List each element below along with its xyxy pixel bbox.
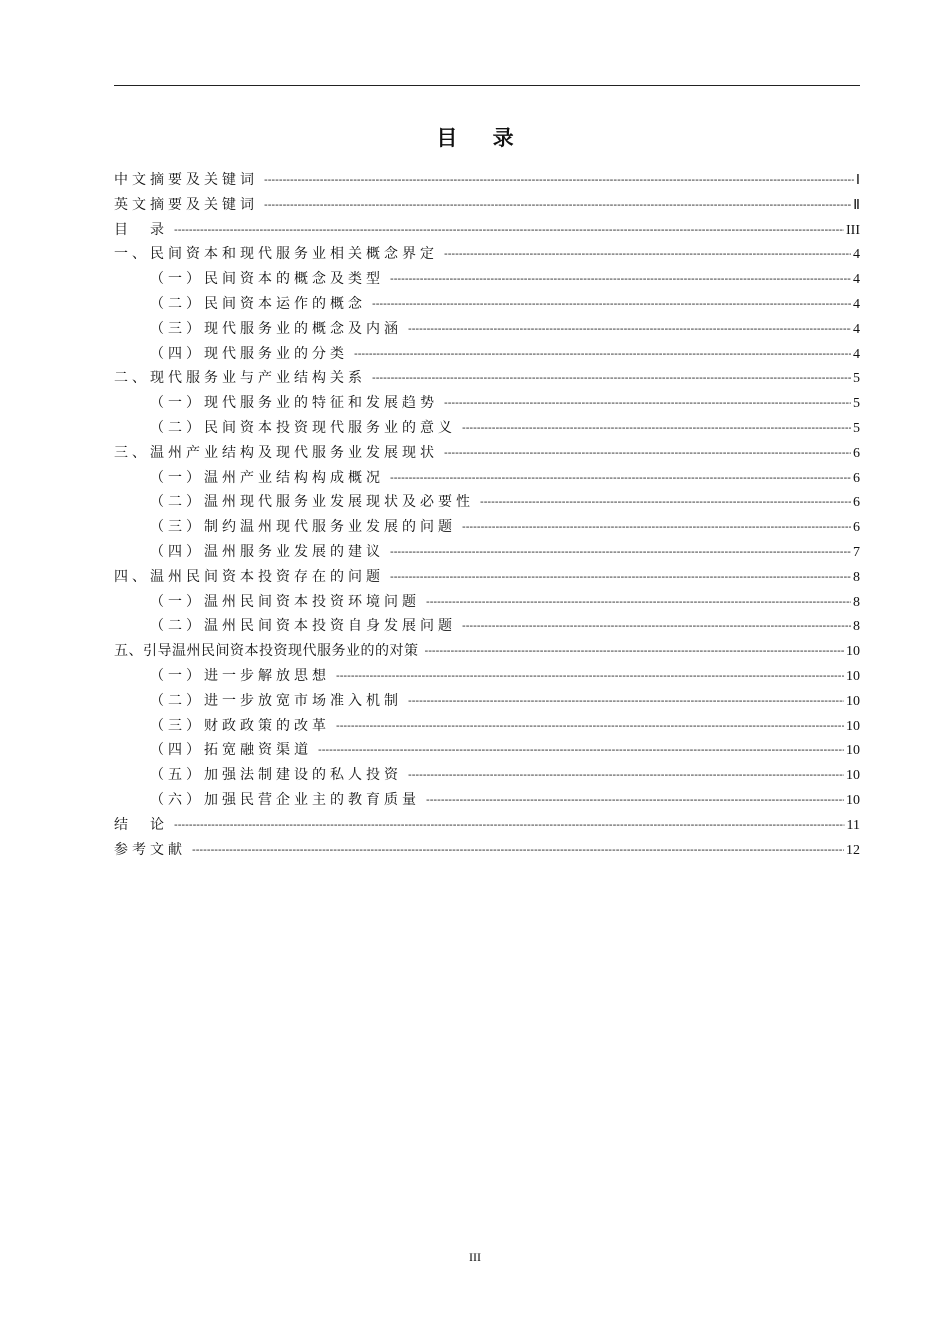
page-title: 目 录 [436,126,528,150]
toc-entry[interactable] [114,813,860,838]
toc-entry[interactable] [114,490,860,515]
toc-entry[interactable] [114,689,860,714]
toc-entry-page: 8 [853,619,860,635]
toc-entry[interactable] [114,614,860,639]
toc-entry-title: （二）民间资本投资现代服务业的意义 [150,419,456,436]
toc-dot-leader [174,813,845,838]
toc-dot-leader [264,168,854,193]
toc-entry-page: 4 [853,247,860,263]
toc-entry-page: 8 [853,569,860,585]
toc-entry-title: 英文摘要及关键词 [114,196,258,213]
toc-dot-leader [426,788,844,813]
toc-entry-title: 五、引导温州民间资本投资现代服务业的的对策 [114,643,419,660]
toc-dot-leader [390,466,851,491]
toc-entry-page: 10 [846,718,860,734]
toc-entry-title: 结 论 [114,816,168,833]
toc-entry[interactable] [114,441,860,466]
toc-entry-title: （二）温州现代服务业发展现状及必要性 [150,494,474,511]
toc-entry[interactable] [114,466,860,491]
toc-dot-leader [354,342,851,367]
toc-entry[interactable] [114,391,860,416]
toc-entry-title: （四）现代服务业的分类 [150,345,348,362]
toc-entry-page: 10 [846,693,860,709]
toc-entry-title: （一）进一步解放思想 [150,667,330,684]
toc-entry-title: （三）制约温州现代服务业发展的问题 [150,519,456,536]
toc-dot-leader [444,441,851,466]
toc-dot-leader [462,416,851,441]
toc-entry[interactable] [114,292,860,317]
toc-entry-page: 10 [846,743,860,759]
toc-dot-leader [192,838,844,863]
toc-entry[interactable] [114,168,860,193]
toc-entry[interactable] [114,738,860,763]
toc-entry-page: Ⅱ [853,197,860,213]
toc-entry-page: 12 [846,842,860,858]
toc-entry-page: 4 [853,346,860,362]
toc-entry[interactable] [114,218,860,243]
toc-entry[interactable] [114,838,860,863]
toc-entry-page: 10 [846,792,860,808]
toc-entry[interactable] [114,540,860,565]
toc-entry-page: 8 [853,594,860,610]
toc-dot-leader [444,391,851,416]
toc-entry-page: 10 [846,768,860,784]
toc-entry[interactable] [114,242,860,267]
header-rule [114,85,860,86]
toc-entry-page: 5 [853,371,860,387]
toc-entry-title: 四、温州民间资本投资存在的问题 [114,568,384,585]
toc-entry-page: 6 [853,495,860,511]
toc-dot-leader [462,515,851,540]
toc-dot-leader [174,218,844,243]
toc-dot-leader [264,193,851,218]
toc-entry-page: 6 [853,520,860,536]
toc-entry[interactable] [114,416,860,441]
toc-entry-page: 4 [853,272,860,288]
toc-dot-leader [426,590,851,615]
toc-entry-title: （二）民间资本运作的概念 [150,295,366,312]
toc-entry[interactable] [114,763,860,788]
toc-entry-page: 4 [853,296,860,312]
toc-entry[interactable] [114,193,860,218]
toc-entry-title: 三、温州产业结构及现代服务业发展现状 [114,444,438,461]
toc-dot-leader [462,614,851,639]
toc-entry[interactable] [114,714,860,739]
toc-dot-leader [390,540,851,565]
toc-dot-leader [336,664,844,689]
toc-entry-page: 10 [846,644,860,660]
toc-entry[interactable] [114,639,860,664]
toc-entry-title: （五）加强法制建设的私人投资 [150,767,402,784]
toc-dot-leader [318,738,844,763]
table-of-contents [114,168,860,862]
toc-dot-leader [408,317,851,342]
toc-entry-title: 一、民间资本和现代服务业相关概念界定 [114,246,438,263]
toc-dot-leader [390,267,851,292]
toc-entry-title: 参考文献 [114,841,186,858]
page-number: III [469,1250,481,1264]
toc-dot-leader [408,689,844,714]
toc-dot-leader [372,366,851,391]
toc-entry[interactable] [114,515,860,540]
toc-dot-leader [372,292,851,317]
toc-entry-title: （四）温州服务业发展的建议 [150,543,384,560]
toc-entry-title: 目 录 [114,221,168,238]
toc-entry-title: （三）现代服务业的概念及内涵 [150,320,402,337]
toc-entry-title: （一）温州民间资本投资环境问题 [150,593,420,610]
toc-dot-leader [336,714,844,739]
toc-entry-page: 6 [853,445,860,461]
toc-entry-title: 二、现代服务业与产业结构关系 [114,370,366,387]
toc-entry-title: （一）现代服务业的特征和发展趋势 [150,395,438,412]
toc-entry-page: 5 [853,420,860,436]
toc-entry-page: 4 [853,321,860,337]
toc-dot-leader [390,565,851,590]
toc-entry[interactable] [114,788,860,813]
toc-entry-page: 11 [846,817,860,833]
toc-dot-leader [425,639,845,664]
toc-entry-page: Ⅰ [855,173,860,188]
toc-entry-title: （一）温州产业结构构成概况 [150,469,384,486]
toc-entry[interactable] [114,267,860,292]
toc-entry[interactable] [114,317,860,342]
toc-dot-leader [480,490,851,515]
toc-dot-leader [444,242,851,267]
toc-entry[interactable] [114,565,860,590]
toc-entry-title: 中文摘要及关键词 [114,172,258,188]
toc-entry-page: 5 [853,396,860,412]
toc-entry-title: （一）民间资本的概念及类型 [150,271,384,288]
toc-entry-page: 10 [846,668,860,684]
toc-entry-title: （三）财政政策的改革 [150,717,330,734]
toc-entry-title: （二）进一步放宽市场准入机制 [150,692,402,709]
toc-entry[interactable] [114,664,860,689]
toc-entry[interactable] [114,590,860,615]
toc-entry[interactable] [114,342,860,367]
toc-entry-page: 6 [853,470,860,486]
toc-entry-title: （二）温州民间资本投资自身发展问题 [150,618,456,635]
toc-entry-title: （四）拓宽融资渠道 [150,742,312,759]
toc-entry-title: （六）加强民营企业主的教育质量 [150,791,420,808]
toc-entry[interactable] [114,366,860,391]
toc-dot-leader [408,763,844,788]
toc-entry-page: III [846,222,860,238]
toc-entry-page: 7 [853,544,860,560]
